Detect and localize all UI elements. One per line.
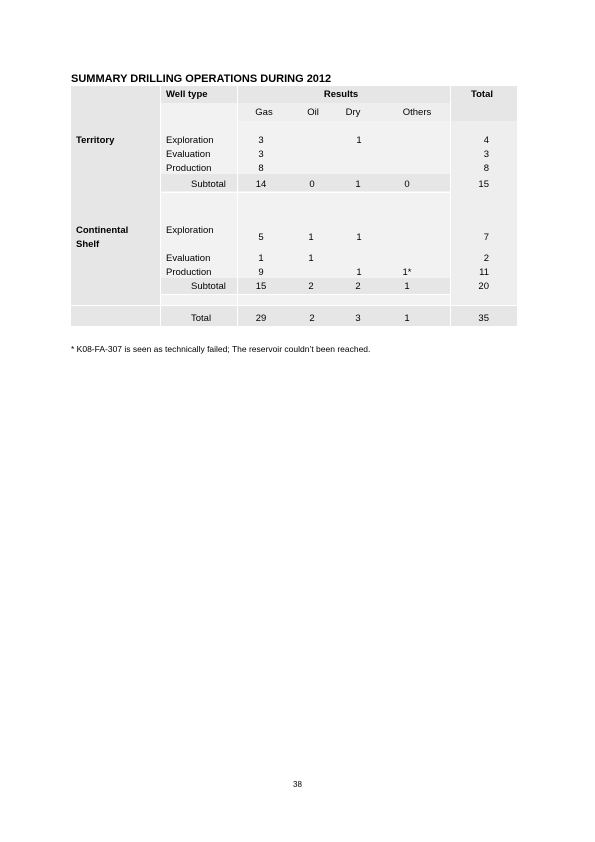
territory-row-gas: 8 bbox=[258, 163, 264, 174]
grand-total-gas: 29 bbox=[255, 313, 267, 324]
continental-row-gas: 5 bbox=[258, 232, 264, 243]
continental-row-type: Production bbox=[166, 267, 212, 278]
territory-row-dry: 1 bbox=[356, 135, 362, 146]
header-others: Others bbox=[402, 107, 432, 118]
territory-subtotal-oil: 0 bbox=[309, 179, 315, 190]
header-well-type: Well type bbox=[166, 89, 208, 100]
continental-row-total: 7 bbox=[483, 232, 489, 243]
continental-row-oil: 1 bbox=[308, 232, 314, 243]
continental-row-gas: 9 bbox=[258, 267, 264, 278]
continental-row-total: 2 bbox=[483, 253, 489, 264]
territory-row-type: Evaluation bbox=[166, 149, 211, 160]
header-dry: Dry bbox=[345, 107, 361, 118]
page-number: 38 bbox=[293, 780, 302, 789]
territory-row-type: Exploration bbox=[166, 135, 214, 146]
territory-row-total: 3 bbox=[483, 149, 489, 160]
continental-subtotal-dry: 2 bbox=[355, 281, 361, 292]
territory-row-total: 4 bbox=[483, 135, 489, 146]
territory-row-type: Production bbox=[166, 163, 212, 174]
footnote: * K08-FA-307 is seen as technically failed; The reservoir couldn’t been reached. bbox=[71, 344, 371, 354]
grand-total-dry: 3 bbox=[355, 313, 361, 324]
grand-total-others: 1 bbox=[404, 313, 410, 324]
continental-row-type: Evaluation bbox=[166, 253, 211, 264]
grand-total-label: Total bbox=[191, 313, 212, 324]
header-results: Results bbox=[323, 89, 359, 100]
territory-subtotal-dry: 1 bbox=[355, 179, 361, 190]
continental-subtotal-gas: 15 bbox=[255, 281, 267, 292]
continental-row-others: 1* bbox=[402, 267, 412, 278]
region-column bbox=[71, 86, 160, 326]
continental-subtotal-oil: 2 bbox=[308, 281, 314, 292]
continental-row-total: 11 bbox=[479, 267, 489, 278]
header-gas: Gas bbox=[255, 107, 273, 118]
table-title: SUMMARY DRILLING OPERATIONS DURING 2012 bbox=[71, 73, 332, 85]
continental-subtotal-total: 20 bbox=[478, 281, 489, 292]
header-total: Total bbox=[471, 89, 493, 100]
drilling-summary-table bbox=[71, 86, 517, 326]
continental-row-dry: 1 bbox=[356, 232, 362, 243]
continental-row-gas: 1 bbox=[258, 253, 264, 264]
territory-row-gas: 3 bbox=[258, 135, 264, 146]
territory-subtotal-gas: 14 bbox=[255, 179, 267, 190]
territory-row-total: 8 bbox=[483, 163, 489, 174]
territory-row-gas: 3 bbox=[258, 149, 264, 160]
continental-row-dry: 1 bbox=[356, 267, 362, 278]
continental-label: Shelf bbox=[76, 239, 100, 250]
continental-row-type: Exploration bbox=[166, 225, 214, 236]
header-oil: Oil bbox=[307, 107, 319, 118]
grand-total-oil: 2 bbox=[309, 313, 315, 324]
territory-subtotal-others: 0 bbox=[404, 179, 410, 190]
continental-subtotal-others: 1 bbox=[404, 281, 410, 292]
territory-subtotal-label: Subtotal bbox=[191, 179, 226, 190]
continental-label: Continental bbox=[76, 225, 129, 236]
continental-row-oil: 1 bbox=[308, 253, 314, 264]
territory-subtotal-total: 15 bbox=[478, 179, 489, 190]
continental-subtotal-label: Subtotal bbox=[191, 281, 226, 292]
header-total-cell bbox=[451, 103, 517, 121]
grand-total-total: 35 bbox=[478, 313, 489, 324]
territory-label: Territory bbox=[76, 135, 115, 146]
